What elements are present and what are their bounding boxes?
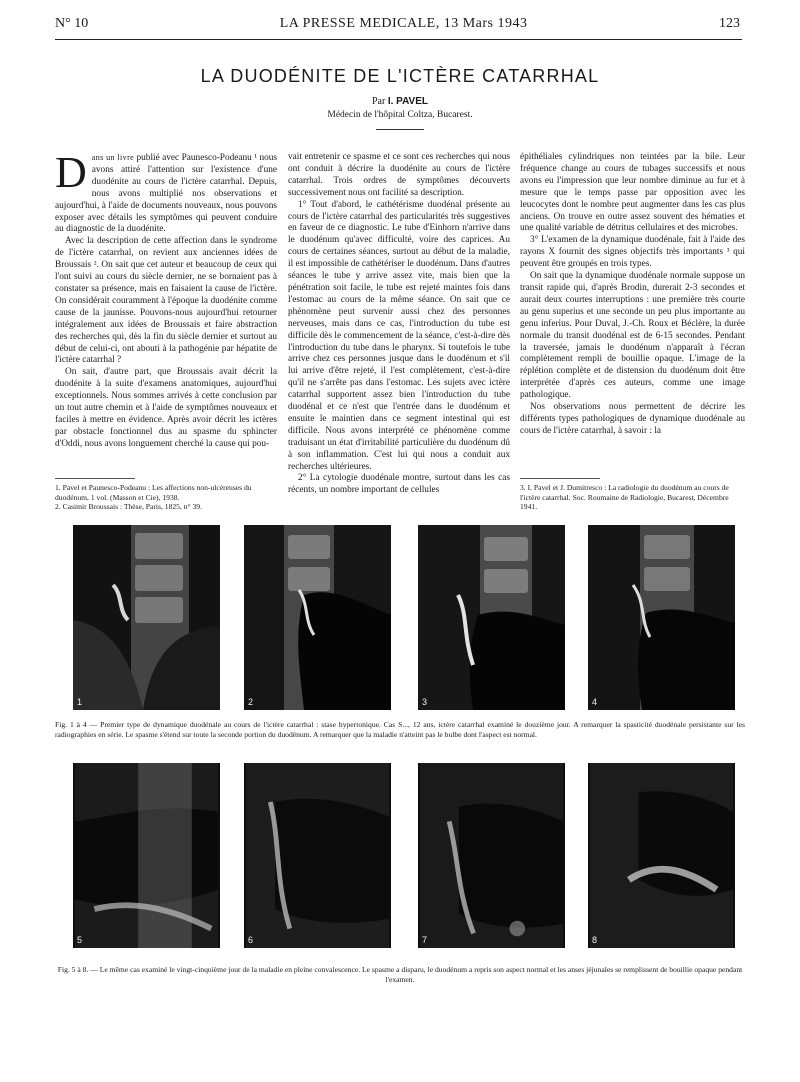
- paragraph: On sait, d'autre part, que Broussais avait décrit la duodénite à la suite d'examens anatomiques, aujourd'hui exceptionnels. Nous sommes arrivés à cette conclusion par un tout autre chemin et à l'aide de symptômes nouveaux et faciles à mettre en évidence. Après avoir décrit les ictères par obstacle fonctionnel dus au spasme du sphincter d'Oddi, nous avons longuement cherché la cause qui pou-: [55, 367, 277, 449]
- footnote-1: 1. Pavel et Paunesco-Podeanu : Les affections non-ulcéreuses du duodénum, 1 vol. (Masson et Cie), 1938.: [55, 483, 252, 502]
- paragraph: [55, 148, 278, 236]
- paragraph: 2° La cytologie duodénale montre, surtout dans les cas récents, un nombre important de cellules: [288, 473, 510, 496]
- footnote-2: 2. Casimir Broussais : Thèse, Paris, 1825, n° 39.: [55, 502, 202, 511]
- radiograph-image: [73, 525, 220, 710]
- author-affiliation: Médecin de l'hôpital Coltza, Bucarest.: [327, 110, 473, 120]
- paragraph: épithéliales cylindriques non teintées par la bile. Leur fréquence change au cours de tubages successifs et nous avons eu l'impression que leur nombre diminue au fur et à mesure que le temps passe par opposition avec les leucocytes dont le nombre peut augmenter dans les cas plus anciens. On trouve en outre assez souvent des hématies et une qualité variable de détritus cellulaires et des microbes.: [520, 152, 745, 234]
- running-header: [55, 16, 740, 36]
- paragraph: Nos observations nous permettent de décrire les différents types pathologiques de dynamique duodénale au cours de l'ictère catarrhal, à savoir : la: [520, 402, 745, 436]
- radiograph-image: [244, 763, 391, 948]
- radiograph-image: [588, 763, 735, 948]
- issue-number: N° 10: [55, 16, 89, 31]
- author-name: I. PAVEL: [387, 96, 429, 107]
- paragraph: On sait que la dynamique duodénale normale suppose un transit rapide qui, d'après Brodin, durerait 2-3 secondes et aurait deux courtes interruptions : une première très courte au genu superius et une seconde un peu plus importante au genu inferius. Pour Duval, J.-Ch. Roux et Béclère, la durée normale du transit duodénal est de 6-15 secondes. Pendant la traversée, jamais le duodénum n'apparaît à l'écran complètement rempli de bouillie opaque. L'image de la réplétion complète et de distension du duodénum doit être interprétée d'après ces auteurs, comme une image pathologique.: [520, 271, 745, 401]
- radiograph-figure: [244, 525, 391, 710]
- paragraph: vait entretenir ce spasme et ce sont ces recherches qui nous ont conduit à décrire la duodénite au cours de l'ictère catarrhal. Trois ordres de symptômes découverts successivement nous ont facilité sa description.: [288, 152, 510, 198]
- journal-title: LA PRESSE MEDICALE, 13 Mars 1943: [279, 16, 528, 31]
- radiograph-figure: [244, 763, 391, 948]
- figure-number: 2: [248, 697, 254, 707]
- drop-cap: D: [55, 148, 87, 197]
- header-rule: [55, 39, 742, 40]
- figure-number: 3: [422, 697, 428, 707]
- radiograph-figure: [418, 525, 565, 710]
- radiograph-figure: [73, 763, 220, 948]
- figure-number: 7: [422, 935, 428, 945]
- footnote-rule: [520, 478, 600, 479]
- paragraph: Avec la description de cette affection dans le syndrome de l'ictère catarrhal, on revient aux anciennes idées de Broussais ². On sait que cet auteur et beaucoup de ceux qui l'ont suivi au cours du siècle dernier, ne se bornaient pas à constater sa présence, mais en faisaient la cause de l'ictère. On considérait couramment à l'époque la duodénite comme cause de la jaunisse. Pouvons-nous aujourd'hui retourner intégralement aux idées de Broussais et faire abstraction des recherches qui, dès la fin du siècle dernier et surtout au début de celui-ci, ont abouti à la pathogénie par hépatite de l'ictère catarrhal ?: [55, 236, 277, 366]
- title-rule: [376, 129, 424, 130]
- figure-caption-2: Fig. 5 à 8. — Le même cas examiné le vingt-cinquième jour de la maladie en pleine convalescence. Le spasme a disparu, le duodénum a repris son aspect normal et les anses jéjunales se remplissent de bouillie opaque pendant l'examen.: [57, 965, 743, 984]
- radiograph-image: [244, 525, 391, 710]
- radiograph-image: [73, 763, 220, 948]
- byline: [0, 96, 800, 107]
- paragraph: 1° Tout d'abord, le cathétérisme duodénal présente au cours de l'ictère catarrhal des particularités très suggestives en faveur de ce diagnostic. Le tube d'Einhorn n'arrive dans le duodénum qu'avec difficulté, voire des caprices. Au cours de certaines séances, surtout au début de la maladie, il est impossible de cathétériser le duodénum. Dans d'autres séances le tube y arrive assez vite, mais bien que la pénétration soit facile, le tube est rejeté maintes fois dans l'estomac au cours de la même séance. On sait que ce phénomène peut survenir aussi chez des personnes nerveuses, mais dans ce cas, l'introduction du tube est difficile dès le commencement de la séance, c'est-à-dire dès l'introduction du tube dans le pharynx. Si toutefois le tube arrive chez ces personnes jusque dans le duodénum et s'il lui arrive d'être rejeté, il l'est complètement, c'est-à-dire qu'il ne s'arrête pas dans l'estomac. Les sujets avec ictère catarrhal supportent assez bien l'introduction du tube duodénal et ce n'est que l'entrée dans le duodénum et ensuite le maintien dans ce segment intestinal qui est difficile. Nous avons interprété ce phénomène comme traduisant un état d'irritabilité particulière du duodénum dû à son inflammation. C'est lui qui nous a conduit aux recherches ultérieures.: [288, 199, 510, 472]
- paragraph: 3° L'examen de la dynamique duodénale, fait à l'aide des rayons X fournit des signes objectifs très importants ³ qui peuvent être groupés en trois types.: [520, 235, 745, 270]
- radiograph-figure: [418, 763, 565, 948]
- radiograph-figure: [588, 525, 735, 710]
- radiograph-image: [418, 525, 565, 710]
- figure-number: 4: [592, 697, 598, 707]
- radiograph-figure: [588, 763, 735, 948]
- radiograph-figure: [73, 525, 220, 710]
- figure-caption-1: Fig. 1 à 4 — Premier type de dynamique duodénale au cours de l'ictère catarrhal : stase hypertonique. Cas S..., 12 ans, ictère catarrhal examiné le douzième jour. A remarquer la spasticité duodénale persistante sur les radiographies en série. Le spasme s'étend sur toute la seconde portion du duodénum. A remarquer que la maladie n'atteint pas le bulbe dont l'aspect est normal.: [55, 720, 745, 739]
- figure-number: 1: [77, 697, 83, 707]
- small-caps-opening: ans un livre: [91, 153, 135, 162]
- text-column-1: [55, 148, 278, 451]
- figure-number: 6: [248, 935, 254, 945]
- byline-prefix: Par: [371, 96, 386, 107]
- radiograph-image: [418, 763, 565, 948]
- text-column-2: [288, 152, 510, 497]
- figure-number: 5: [77, 935, 83, 945]
- radiograph-image: [588, 525, 735, 710]
- page-number: 123: [718, 16, 740, 31]
- figure-number: 8: [592, 935, 598, 945]
- article-title: LA DUODÉNITE DE L'ICTÈRE CATARRHAL: [200, 66, 600, 86]
- text-column-3: [520, 152, 745, 438]
- footnote-rule: [55, 478, 135, 479]
- paragraph-text: publié avec Paunesco-Podeanu ¹ nous avons attiré l'attention sur l'existence d'une duodénite au cours de l'ictère catarrhal. Depuis, nous avons multiplié nos observations et aujourd'hui, à l'aide de documents nouveaux, nous pouvons exposer avec détails les symptômes qui peuvent conduire au diagnostic de la duodénite.: [55, 153, 278, 235]
- footnote-3: 3. I. Pavel et J. Dumitresco : La radiologie du duodénum au cours de l'ictère catarrhal. Soc. Roumaine de Radiologie, Bucarest, Décembre 1941.: [520, 483, 729, 511]
